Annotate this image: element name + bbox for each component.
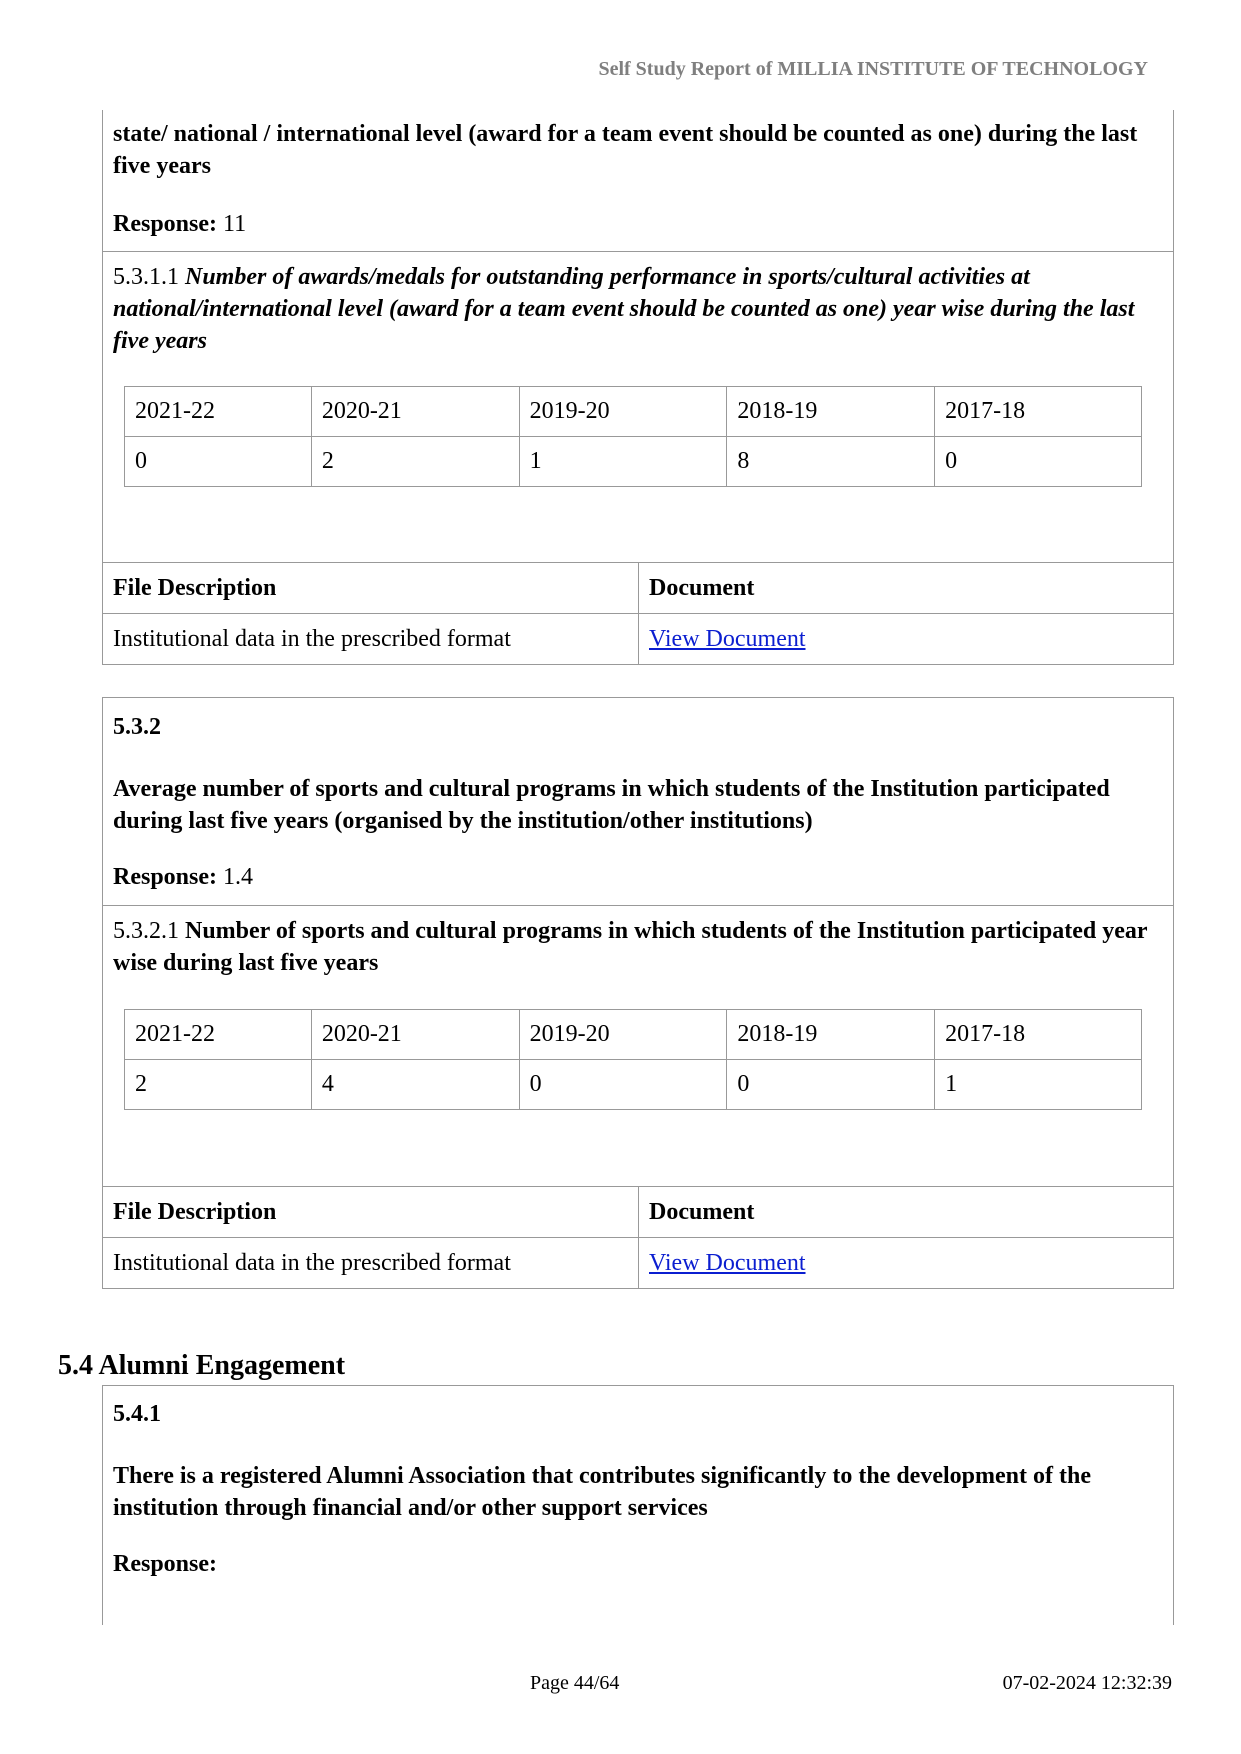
value-cell: 8 bbox=[727, 437, 935, 487]
metric-number: 5.4.1 bbox=[113, 1401, 161, 1427]
year-cell: 2019-20 bbox=[519, 1010, 727, 1060]
response-label: Response: bbox=[113, 211, 218, 237]
report-header: Self Study Report of MILLIA INSTITUTE OF TECHNOLOGY bbox=[598, 58, 1148, 80]
year-cell: 2020-21 bbox=[311, 387, 519, 437]
response-label: Response: bbox=[113, 864, 218, 890]
section-title: 5.4 Alumni Engagement bbox=[58, 1350, 346, 1381]
response-line bbox=[103, 208, 1173, 240]
question-text: Average number of sports and cultural programs in which students of the Institution participated during last five years (organised by the institution/other institutions) bbox=[113, 776, 1110, 834]
document-header: Document bbox=[639, 563, 1174, 614]
sub-metric-text bbox=[103, 915, 1173, 979]
sub-metric-number: 5.3.2.1 bbox=[113, 918, 179, 944]
question-text: state/ national / international level (award for a team event should be counted as one) during the last five years bbox=[113, 121, 1138, 179]
view-document-link[interactable]: View Document bbox=[649, 625, 806, 652]
file-description-table bbox=[102, 562, 1174, 665]
sub-metric-description: Number of awards/medals for outstanding performance in sports/cultural activities at national/international level (award for a team event should be counted as one) year wise during the last five years bbox=[113, 264, 1135, 354]
sub-metric-text bbox=[103, 261, 1173, 357]
year-wise-table bbox=[124, 1009, 1142, 1110]
year-cell: 2021-22 bbox=[125, 387, 312, 437]
document-cell bbox=[639, 1238, 1174, 1289]
value-cell: 0 bbox=[935, 437, 1142, 487]
metric-block-5-4-1 bbox=[102, 1385, 1174, 1625]
file-description-cell: Institutional data in the prescribed format bbox=[103, 1238, 639, 1289]
file-description-cell: Institutional data in the prescribed format bbox=[103, 614, 639, 665]
divider bbox=[103, 905, 1173, 906]
value-cell: 0 bbox=[519, 1060, 727, 1110]
metric-block-5-3-1 bbox=[102, 110, 1174, 665]
view-document-link[interactable]: View Document bbox=[649, 1249, 806, 1276]
year-wise-table bbox=[124, 386, 1142, 487]
question-text: There is a registered Alumni Association that contributes significantly to the development of the institution through financial and/or other support services bbox=[113, 1463, 1091, 1521]
year-cell: 2021-22 bbox=[125, 1010, 312, 1060]
year-cell: 2018-19 bbox=[727, 387, 935, 437]
file-description-header: File Description bbox=[103, 1187, 639, 1238]
value-cell: 1 bbox=[519, 437, 727, 487]
value-cell: 2 bbox=[125, 1060, 312, 1110]
table-row bbox=[125, 1060, 1142, 1110]
value-cell: 2 bbox=[311, 437, 519, 487]
response-label: Response: bbox=[113, 1551, 218, 1577]
table-row bbox=[125, 387, 1142, 437]
table-row bbox=[125, 437, 1142, 487]
response-value: 11 bbox=[223, 211, 247, 237]
value-cell: 1 bbox=[935, 1060, 1142, 1110]
response-line bbox=[103, 861, 1173, 893]
divider bbox=[103, 251, 1173, 252]
table-row bbox=[103, 1238, 1174, 1289]
response-value: 1.4 bbox=[223, 864, 254, 890]
table-row bbox=[103, 563, 1174, 614]
sub-metric-number: 5.3.1.1 bbox=[113, 264, 179, 290]
year-cell: 2020-21 bbox=[311, 1010, 519, 1060]
metric-number: 5.3.2 bbox=[113, 714, 161, 740]
value-cell: 4 bbox=[311, 1060, 519, 1110]
year-cell: 2017-18 bbox=[935, 387, 1142, 437]
year-cell: 2017-18 bbox=[935, 1010, 1142, 1060]
sub-metric-description: Number of sports and cultural programs in which students of the Institution participated year wise during last five years bbox=[113, 918, 1148, 976]
value-cell: 0 bbox=[727, 1060, 935, 1110]
page-number: Page 44/64 bbox=[530, 1672, 620, 1694]
table-row bbox=[125, 1010, 1142, 1060]
document-header: Document bbox=[639, 1187, 1174, 1238]
document-cell bbox=[639, 614, 1174, 665]
table-row bbox=[103, 614, 1174, 665]
year-cell: 2019-20 bbox=[519, 387, 727, 437]
value-cell: 0 bbox=[125, 437, 312, 487]
file-description-table bbox=[102, 1186, 1174, 1289]
table-row bbox=[103, 1187, 1174, 1238]
file-description-header: File Description bbox=[103, 563, 639, 614]
year-cell: 2018-19 bbox=[727, 1010, 935, 1060]
metric-block-5-3-2 bbox=[102, 697, 1174, 1289]
timestamp: 07-02-2024 12:32:39 bbox=[1002, 1672, 1172, 1694]
